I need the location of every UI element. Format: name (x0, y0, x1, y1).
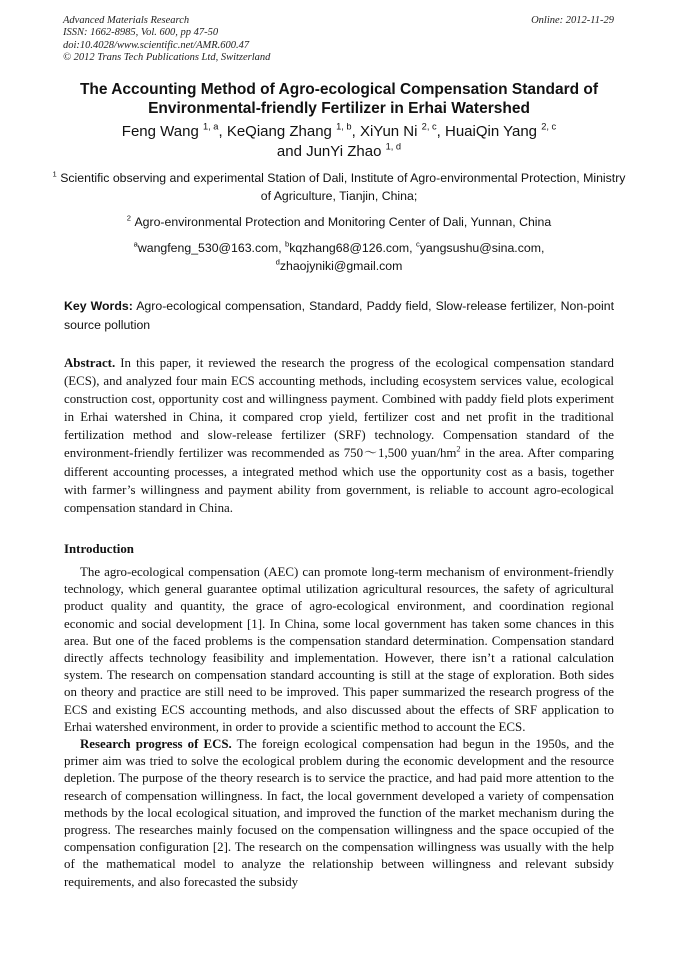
email-separator: , (278, 241, 286, 255)
email-list (50, 239, 628, 275)
paragraph-text: The foreign ecological compensation had begun in the 1950s, and the primer aim was tried to solve the ecological problem during the economic development and the resource depletion. The purpose of the theory research is to service the practice, and had paid more attention to the research of compensation willingness. In fact, the local government developed a variety of compensation methods by the local ecological situation, and improved the function of the market mechanism during the progress. The researches mainly focused on the compensation willingness and the space occupied of the compensation configuration [2]. The research on the compensation willingness was usually with the help of the mathematical model to analyze the relationship between willingness and relevant subsidy requirements, and also forecasted the subsidy (64, 737, 614, 889)
affiliation-mark: 1 (52, 169, 57, 179)
abstract-text-cont: in the area. After comparing different accounting processes, a integrated method which use the opportunity cost as a basis, together with farmer’s willingness and payment ability from government, is reliable to account agro-ecological compensation standard in China. (64, 446, 614, 515)
keywords (64, 297, 614, 334)
author-affil-mark: 1, d (385, 141, 402, 151)
author-separator: , (218, 123, 227, 140)
abstract-text: In this paper, it reviewed the research the progress of the ecological compensation standard (ECS), and analyzed four main ECS accounting methods, including ecosystem services value, ecological construction cost, opportunity cost and willingness payment. Combined with paddy field plots experiment in Erhai watershed in China, it compared crop yield, fertilizer cost and net profit in the traditional fertilization method and slow-release fertilizer (SRF) technology. Compensation standard of the environment-friendly fertilizer was recommended as 750～1,500 yuan/hm (64, 356, 614, 461)
author-affil-mark: 2, c (541, 121, 557, 132)
journal-issn: ISSN: 1662-8985, Vol. 600, pp 47-50 (63, 27, 219, 39)
journal-header (63, 15, 270, 64)
journal-copyright: © 2012 Trans Tech Publications Ltd, Switzerland (63, 51, 271, 63)
online-date: Online: 2012-11-29 (531, 15, 614, 26)
journal-doi[interactable]: doi:10.4028/www.scientific.net/AMR.600.47 (63, 39, 250, 51)
author-name: and JunYi Zhao (276, 142, 382, 160)
keywords-text: Agro-ecological compensation, Standard, Paddy field, Slow-release fertilizer, Non-point source pollution (64, 299, 614, 332)
author-separator: , (436, 123, 445, 140)
affiliation-2 (50, 213, 628, 231)
paragraph (64, 736, 614, 891)
email-separator: , (540, 241, 545, 255)
author-list (40, 122, 638, 161)
paper-title: The Accounting Method of Agro-ecological Compensation Standard of Environmental-friendly Fertilizer in Erhai Watershed (79, 81, 599, 117)
paragraph: The agro-ecological compensation (AEC) can promote long-term mechanism of environment-friendly technology, which general guarantee optimal utilization agricultural resources, the safety of agricultural product quality and quantity, the grace of agro-ecological environment, and coordination regional economic and social development [1]. In China, some local government has taken some chances in this area. But one of the faced problems is the compensation standard determination. Compensation standard directly affects technology feasibility and implementation. However, there isn’t a rational calculation system. The research on compensation standard accounting is still at the stage of exploration. Both sides on theory and practice are still need to be improved. This paper summarized the research progress of the ECS and existing ECS accounting methods, and also discussed about the effects of SRF application to Erhai watershed environment, in order to provide a scientific method to account the ECS. (64, 565, 614, 734)
email-mark: a (133, 239, 138, 249)
email-link[interactable]: wangfeng_530@163.com (137, 241, 279, 255)
author-affil-mark: 2, c (421, 121, 437, 132)
keywords-label: Key Words: (64, 299, 133, 313)
section-heading-introduction: Introduction (64, 542, 134, 556)
email-link[interactable]: zhaojyniki@gmail.com (279, 259, 403, 273)
author-affil-mark: 1, b (336, 121, 352, 132)
affiliation-1 (50, 169, 628, 205)
email-separator: , (409, 241, 416, 255)
affiliation-text: Scientific observing and experimental Station of Dali, Institute of Agro-environmental Protection, Ministry of Agriculture, Tianjin, China; (60, 171, 626, 203)
email-link[interactable]: yangsushu@sina.com (419, 241, 541, 255)
author-name: Feng Wang (121, 123, 199, 140)
email-mark: c (415, 239, 420, 249)
author-separator: , (351, 123, 360, 140)
abstract-label: Abstract. (64, 356, 116, 370)
abstract-superscript: 2 (456, 445, 461, 455)
author-affil-mark: 1, a (202, 121, 219, 132)
abstract (64, 354, 614, 517)
author-name: XiYun Ni (359, 123, 418, 140)
paragraph-lead: Research progress of ECS. (80, 737, 232, 752)
author-name: HuaiQin Yang (445, 123, 538, 140)
journal-name: Advanced Materials Research (63, 15, 190, 26)
email-link[interactable]: kqzhang68@126.com (289, 241, 410, 255)
email-mark: d (275, 257, 280, 267)
author-name: KeQiang Zhang (226, 123, 332, 140)
affiliation-mark: 2 (126, 213, 132, 223)
email-mark: b (285, 239, 290, 249)
affiliation-text: Agro-environmental Protection and Monitoring Center of Dali, Yunnan, China (134, 215, 552, 229)
introduction-body (64, 564, 614, 891)
